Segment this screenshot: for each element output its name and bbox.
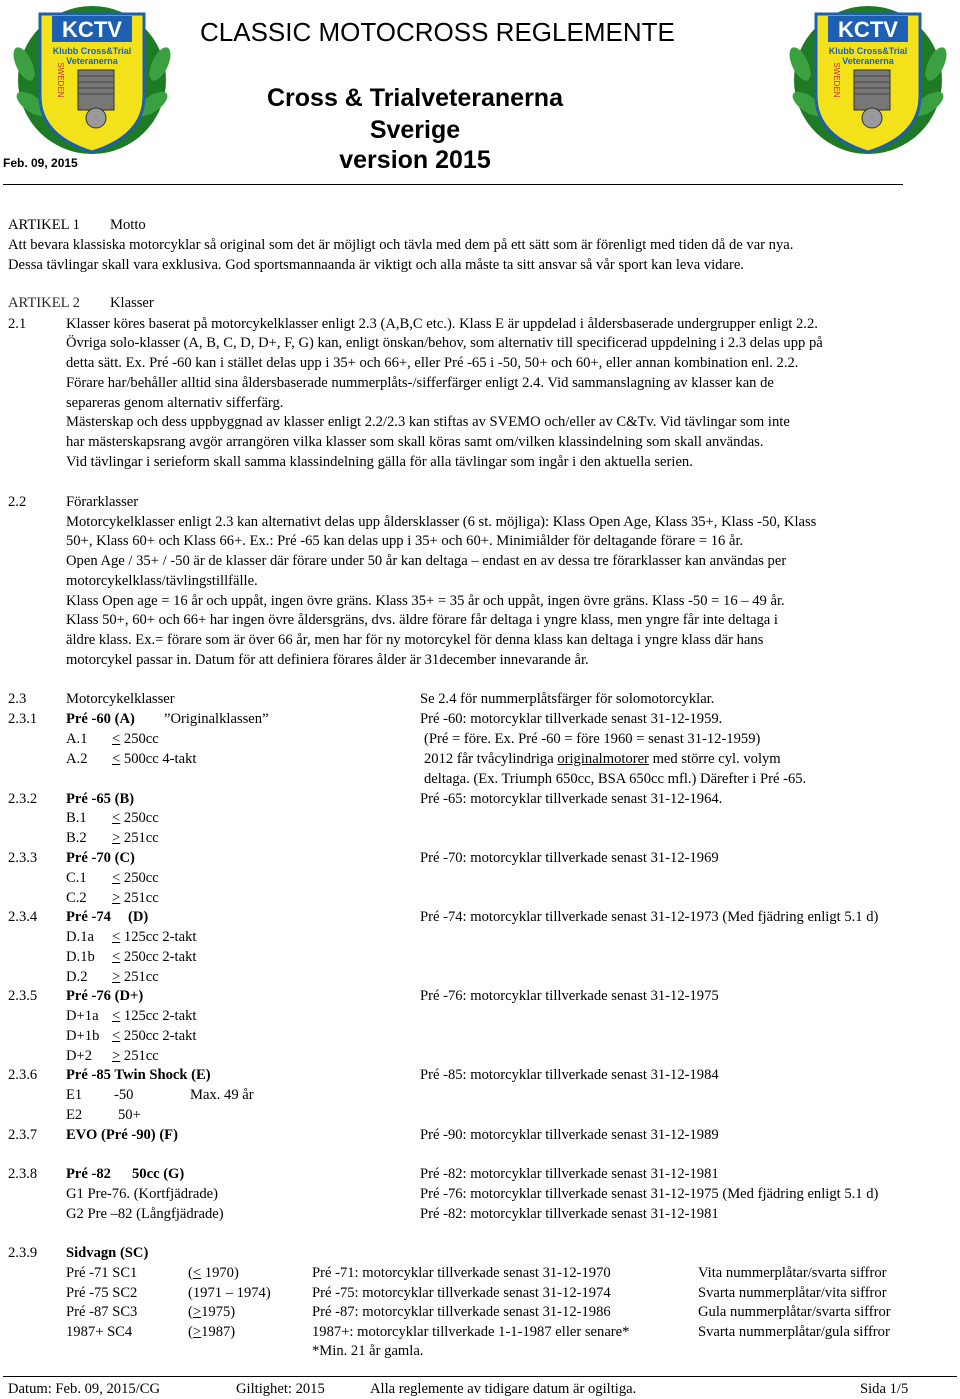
logo-side-text: SWEDEN (832, 62, 841, 98)
class-d-desc: Pré -74: motorcyklar tillverkade senast 31-12-1973 (Med fjädring enligt 5.1 d) (420, 909, 879, 925)
sc-desc: Pré -75: motorcyklar tillverkade senast 31-12-1974 (312, 1285, 611, 1301)
footer-note: Alla reglemente av tidigare datum är ogiltiga. (370, 1381, 637, 1397)
sc-class: Pré -71 SC1 (66, 1265, 138, 1281)
class-d2-value: > 251cc (112, 969, 159, 985)
class-sc-number: 2.3.9 (8, 1245, 38, 1261)
class-e1-max: Max. 49 år (190, 1087, 254, 1103)
sc-desc: 1987+: motorcyklar tillverkade 1-1-1987 eller senare* (312, 1324, 630, 1340)
org-name: Cross & Trialveteranerna (267, 84, 563, 112)
class-dplus-title: Pré -76 (D+) (66, 988, 144, 1004)
s22-title: Förarklasser (66, 494, 139, 510)
class-a-desc-4: deltaga. (Ex. Triumph 650cc, BSA 650cc mfl.) Därefter i Pré -65. (424, 771, 807, 787)
class-dplus-desc: Pré -76: motorcyklar tillverkade senast 31-12-1975 (420, 988, 719, 1004)
s23-title: Motorcykelklasser (66, 691, 175, 707)
kctv-logo-left (2, 4, 182, 156)
s22-line: 50+, Klass 60+ och Klass 66+. Ex.: Pré -65 kan delas upp i 35+ och 60+. Minimiålder för deltagande förare = 16 år. (66, 533, 744, 549)
class-dplus1b-value: < 250cc 2-takt (112, 1028, 197, 1044)
s22-line: äldre klass. Ex.= förare som är över 66 år, men har för ny motorcykel för denna klass kan deltaga i yngre klass där hans (66, 632, 764, 648)
class-b-desc: Pré -65: motorcyklar tillverkade senast 31-12-1964. (420, 791, 723, 807)
class-e2: E2 (66, 1107, 83, 1123)
class-a-desc-3: 2012 får tvåcylindriga originalmotorer med större cyl. volym (424, 751, 781, 767)
s22-line: Open Age / 35+ / -50 är de klasser där förare under 50 år kan deltaga – endast en av dessa tre förarklasser kan användas per (66, 553, 787, 569)
class-c1-value: < 250cc (112, 870, 159, 886)
logo-side-text: SWEDEN (56, 62, 65, 98)
class-f-number: 2.3.7 (8, 1127, 38, 1143)
footer-page: Sida 1/5 (860, 1381, 909, 1397)
class-g1: G1 Pre-76. (Kortfjädrade) (66, 1186, 218, 1202)
header-date: Feb. 09, 2015 (3, 156, 78, 170)
logo-kctv-text: KCTV (62, 17, 122, 42)
s22-line: Klass Open age = 16 år och uppåt, ingen övre gräns. Klass 35+ = 35 år och uppåt, ingen övre gräns. Klass -50 = 16 – 49 år. (66, 593, 785, 609)
page-title: CLASSIC MOTOCROSS REGLEMENTE (200, 17, 675, 47)
sc-colors: Gula nummerplåtar/svarta siffror (698, 1304, 891, 1320)
class-a-title: Pré -60 (A) (66, 711, 135, 727)
sc-colors: Vita nummerplåtar/svarta siffror (698, 1265, 887, 1281)
sc-min-age: *Min. 21 år gamla. (312, 1343, 424, 1359)
sc-colors: Svarta nummerplåtar/vita siffror (698, 1285, 887, 1301)
class-dplus-number: 2.3.5 (8, 988, 38, 1004)
s21-number: 2.1 (8, 316, 27, 332)
sc-years: (< 1970) (188, 1265, 239, 1281)
logo-kctv-text: KCTV (838, 17, 898, 42)
class-b-title: Pré -65 (B) (66, 791, 135, 807)
footer-divider (3, 1376, 957, 1377)
sc-class: Pré -75 SC2 (66, 1285, 138, 1301)
class-d-letter: (D) (128, 909, 149, 925)
class-b1-value: < 250cc (112, 810, 159, 826)
s21-line: detta sätt. Ex. Pré -60 kan i stället delas upp i 35+ och 66+, eller Pré -65 i -50, 50+ och 60+, eller annan kombination enl. 2.2. (66, 355, 799, 371)
logo-club-text-2: Veteranerna (842, 56, 894, 66)
class-c2: C.2 (66, 890, 87, 906)
class-g-title: Pré -82 (66, 1166, 111, 1182)
class-a-number: 2.3.1 (8, 711, 38, 727)
s23-number: 2.3 (8, 691, 27, 707)
class-f-title: EVO (Pré -90) (F) (66, 1127, 178, 1143)
class-g1-desc: Pré -76: motorcyklar tillverkade senast 31-12-1975 (Med fjädring enligt 5.1 d) (420, 1186, 879, 1202)
class-b2: B.2 (66, 830, 87, 846)
logo-club-text: Klubb Cross&Trial (52, 46, 132, 56)
sc-class: Pré -87 SC3 (66, 1304, 138, 1320)
sc-years: (>1975) (188, 1304, 236, 1320)
class-c-title: Pré -70 (C) (66, 850, 135, 866)
class-d-title: Pré -74 (66, 909, 111, 925)
class-c-number: 2.3.3 (8, 850, 38, 866)
class-a-desc-2: (Pré = före. Ex. Pré -60 = före 1960 = senast 31-12-1959) (424, 731, 761, 747)
sc-years: (>1987) (188, 1324, 236, 1340)
art1-text-1: Att bevara klassiska motorcyklar så original som det är möjligt och tävla med dem på ett sätt som är förenligt med tiden då de var nya. (8, 237, 794, 253)
class-dplus1b: D+1b (66, 1028, 100, 1044)
art1-heading-num: ARTIKEL 1 (8, 217, 80, 233)
class-a2: A.2 (66, 751, 88, 767)
sc-class: 1987+ SC4 (66, 1324, 133, 1340)
org-country: Sverige (369, 116, 461, 144)
class-c-desc: Pré -70: motorcyklar tillverkade senast 31-12-1969 (420, 850, 719, 866)
class-dplus1a: D+1a (66, 1008, 99, 1024)
class-d2: D.2 (66, 969, 88, 985)
footer-validity: Giltighet: 2015 (236, 1381, 325, 1397)
s21-line: har mästerskapsrang avgör arrangören vilka klasser som skall köras samt om/vilken klassindelning som skall användas. (66, 434, 764, 450)
class-e2-value: 50+ (118, 1107, 141, 1123)
kctv-logo-right (778, 4, 958, 156)
class-c2-value: > 251cc (112, 890, 159, 906)
class-d-number: 2.3.4 (8, 909, 38, 925)
class-d1a: D.1a (66, 929, 94, 945)
class-dplus1a-value: < 125cc 2-takt (112, 1008, 197, 1024)
art2-heading-title: Klasser (110, 295, 154, 311)
class-f-desc: Pré -90: motorcyklar tillverkade senast 31-12-1989 (420, 1127, 719, 1143)
sc-desc: Pré -87: motorcyklar tillverkade senast 31-12-1986 (312, 1304, 611, 1320)
class-a1-value: < 250cc (112, 731, 159, 747)
s22-line: motorcykel passar in. Datum för att definiera förares ålder är 31december innevarande år. (66, 652, 589, 668)
version-label: version 2015 (339, 146, 491, 174)
class-sc-title: Sidvagn (SC) (66, 1245, 149, 1261)
class-d1a-value: < 125cc 2-takt (112, 929, 197, 945)
logo-club-text: Klubb Cross&Trial (828, 46, 908, 56)
s22-line: Klass 50+, 60+ och 66+ har ingen övre åldersgräns, dvs. äldre förare får deltaga i yngre klass, men yngre får inte deltaga i (66, 612, 778, 628)
class-e-number: 2.3.6 (8, 1067, 38, 1083)
class-g2-desc: Pré -82: motorcyklar tillverkade senast 31-12-1981 (420, 1206, 719, 1222)
class-a-desc: Pré -60: motorcyklar tillverkade senast 31-12-1959. (420, 711, 723, 727)
s21-line: Förare har/behåller alltid sina åldersbaserade nummerplåts-/sifferfärger enligt 2.4. Vid sammanslagning av klasser kan de (66, 375, 774, 391)
s22-line: Motorcykelklasser enligt 2.3 kan alternativt delas upp åldersklasser (6 st. möjliga): Klass Open Age, Klass 35+, Klass -50, Klass (66, 514, 817, 530)
class-a-subtitle: ”Originalklassen” (164, 711, 269, 727)
header-divider (3, 184, 903, 185)
class-g-number: 2.3.8 (8, 1166, 38, 1182)
class-d1b-value: < 250cc 2-takt (112, 949, 197, 965)
sc-colors: Svarta nummerplåtar/gula siffror (698, 1324, 890, 1340)
s21-line: Vid tävlingar i serieform skall samma klassindelning gälla för alla tävlingar som ingår i den aktuella serien. (66, 454, 693, 470)
s22-line: motorcykelklass/tävlingstillfälle. (66, 573, 258, 589)
class-dplus2: D+2 (66, 1048, 93, 1064)
class-e1-value: -50 (114, 1087, 134, 1103)
s22-number: 2.2 (8, 494, 27, 510)
class-g-desc: Pré -82: motorcyklar tillverkade senast 31-12-1981 (420, 1166, 719, 1182)
class-dplus2-value: > 251cc (112, 1048, 159, 1064)
s21-line: Klasser köres baserat på motorcykelklasser enligt 2.3 (A,B,C etc.). Klass E är uppdelad i åldersbaserade undergrupper enligt 2.2. (66, 316, 818, 332)
s21-line: separeras genom alternativ sifferfärg. (66, 395, 284, 411)
class-c1: C.1 (66, 870, 87, 886)
class-a1: A.1 (66, 731, 88, 747)
s23-note: Se 2.4 för nummerplåtsfärger för solomotorcyklar. (420, 691, 715, 707)
class-e-title: Pré -85 Twin Shock (E) (66, 1067, 211, 1083)
sc-desc: Pré -71: motorcyklar tillverkade senast 31-12-1970 (312, 1265, 611, 1281)
class-b1: B.1 (66, 810, 87, 826)
art2-heading-num: ARTIKEL 2 (8, 295, 80, 311)
class-g-cc: 50cc (G) (132, 1166, 185, 1182)
footer-date: Datum: Feb. 09, 2015/CG (8, 1381, 161, 1397)
class-e1: E1 (66, 1087, 83, 1103)
s21-line: Övriga solo-klasser (A, B, C, D, D+, F, G) kan, enligt önskan/behov, som alternativ till specificerad uppdelning i 2.3 delas upp på (66, 335, 823, 351)
sc-years: (1971 – 1974) (188, 1285, 271, 1301)
art1-text-2: Dessa tävlingar skall vara exklusiva. God sportsmannaanda är viktigt och alla måste ta sitt ansvar så vår sport kan leva vidare. (8, 257, 744, 273)
class-b2-value: > 251cc (112, 830, 159, 846)
art1-heading-title: Motto (110, 217, 146, 233)
logo-club-text-2: Veteranerna (66, 56, 118, 66)
class-g2: G2 Pre –82 (Långfjädrade) (66, 1206, 224, 1222)
class-e-desc: Pré -85: motorcyklar tillverkade senast 31-12-1984 (420, 1067, 719, 1083)
class-a2-value: < 500cc 4-takt (112, 751, 197, 767)
class-b-number: 2.3.2 (8, 791, 38, 807)
s21-line: Mästerskap och dess uppbyggnad av klasser enligt 2.2/2.3 kan stiftas av SVEMO och/eller av C&Tv. Vid tävlingar som inte (66, 414, 790, 430)
class-d1b: D.1b (66, 949, 95, 965)
